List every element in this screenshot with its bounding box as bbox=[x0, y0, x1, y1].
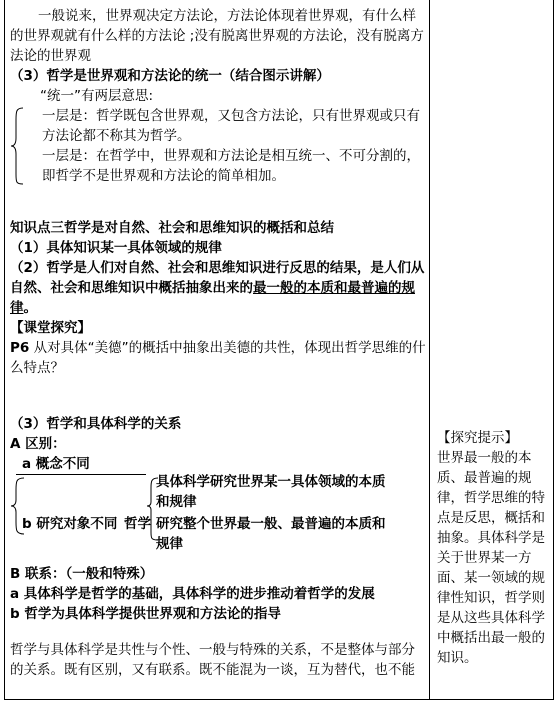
left-brace-icon bbox=[10, 106, 24, 186]
science-line-2: 和规律 bbox=[156, 494, 197, 510]
link-a: a 具体科学是哲学的基础，具体科学的进步推动着哲学的发展 bbox=[10, 586, 375, 602]
a-concept: a 概念不同 bbox=[22, 456, 90, 472]
philosophy-line-2: 规律 bbox=[156, 536, 183, 552]
unity-intro: “统一”有两层意思: bbox=[40, 88, 154, 104]
philosophy-prefix: 哲学 bbox=[124, 516, 151, 532]
summary-paragraph: 哲学与具体科学是共性与个性、一般与特殊的关系，不是整体与部分的关系。既有区别，又有联系。既不能混为一谈，互为替代，也不能 bbox=[10, 642, 415, 678]
heading-unity: （3）哲学是世界观和方法论的统一（结合图示讲解） bbox=[10, 68, 330, 84]
b-link: B 联系：（一般和特殊） bbox=[10, 566, 154, 582]
science-line-1: 具体科学研究世界某一具体领域的本质 bbox=[156, 474, 386, 490]
kp3-title: 知识点三哲学是对自然、社会和思维知识的概括和总结 bbox=[10, 220, 334, 236]
p6-question: P6 从对具体“美德”的概括中抽象出美德的共性，体现出哲学思维的什么特点？ bbox=[10, 340, 426, 376]
diagram-top-line bbox=[16, 474, 146, 475]
intro-paragraph: 一般说来，世界观决定方法论，方法论体现着世界观，有什么样的世界观就有什么样的方法论 ;没有脱离世界观的方法论，没有脱离方法论的世界观 bbox=[10, 8, 424, 64]
heading-relation: （3）哲学和具体科学的关系 bbox=[10, 416, 182, 432]
layer-two: 一层是：在哲学中，世界观和方法论是相互统一、不可分割的，即哲学不是世界观和方法论的简单相加。 bbox=[42, 148, 420, 184]
philosophy-line-1: 研究整个世界最一般、最普遍的本质和 bbox=[156, 516, 386, 532]
hint-label: 【探究提示】 bbox=[437, 430, 518, 446]
right-column bbox=[437, 428, 549, 668]
layer-one: 一层是：哲学既包含世界观，又包含方法论，只有世界观或只有方法论都不称其为哲学。 bbox=[42, 108, 420, 144]
kp3-item-2: （2）哲学是人们对自然、社会和思维知识进行反思的结果，是人们从自然、社会和思维知识中概括抽象出来的最一般的本质和最普遍的规律。 bbox=[10, 260, 425, 316]
hint-text: 世界最一般的本质、最普遍的规律，哲学思维的特点是反思，概括和抽象。具体科学是关于世界某一方面、某一领域的规律性知识，哲学则是从这些具体科学中概括出最一般的知识。 bbox=[437, 450, 545, 666]
difference-diagram bbox=[10, 474, 427, 562]
link-b: b 哲学为具体科学提供世界观和方法论的指导 bbox=[10, 606, 281, 622]
explore-label: 【课堂探究】 bbox=[10, 320, 91, 336]
column-divider bbox=[429, 0, 430, 700]
a-difference: A 区别： bbox=[10, 436, 66, 452]
left-column bbox=[10, 6, 427, 680]
b-object: b 研究对象不同 bbox=[22, 516, 118, 532]
kp3-item-1: （1）具体知识某一具体领域的规律 bbox=[10, 240, 222, 256]
kp3-underlined: 最一般的本质和最普遍的规律 bbox=[10, 280, 415, 316]
unity-layers bbox=[10, 106, 427, 186]
